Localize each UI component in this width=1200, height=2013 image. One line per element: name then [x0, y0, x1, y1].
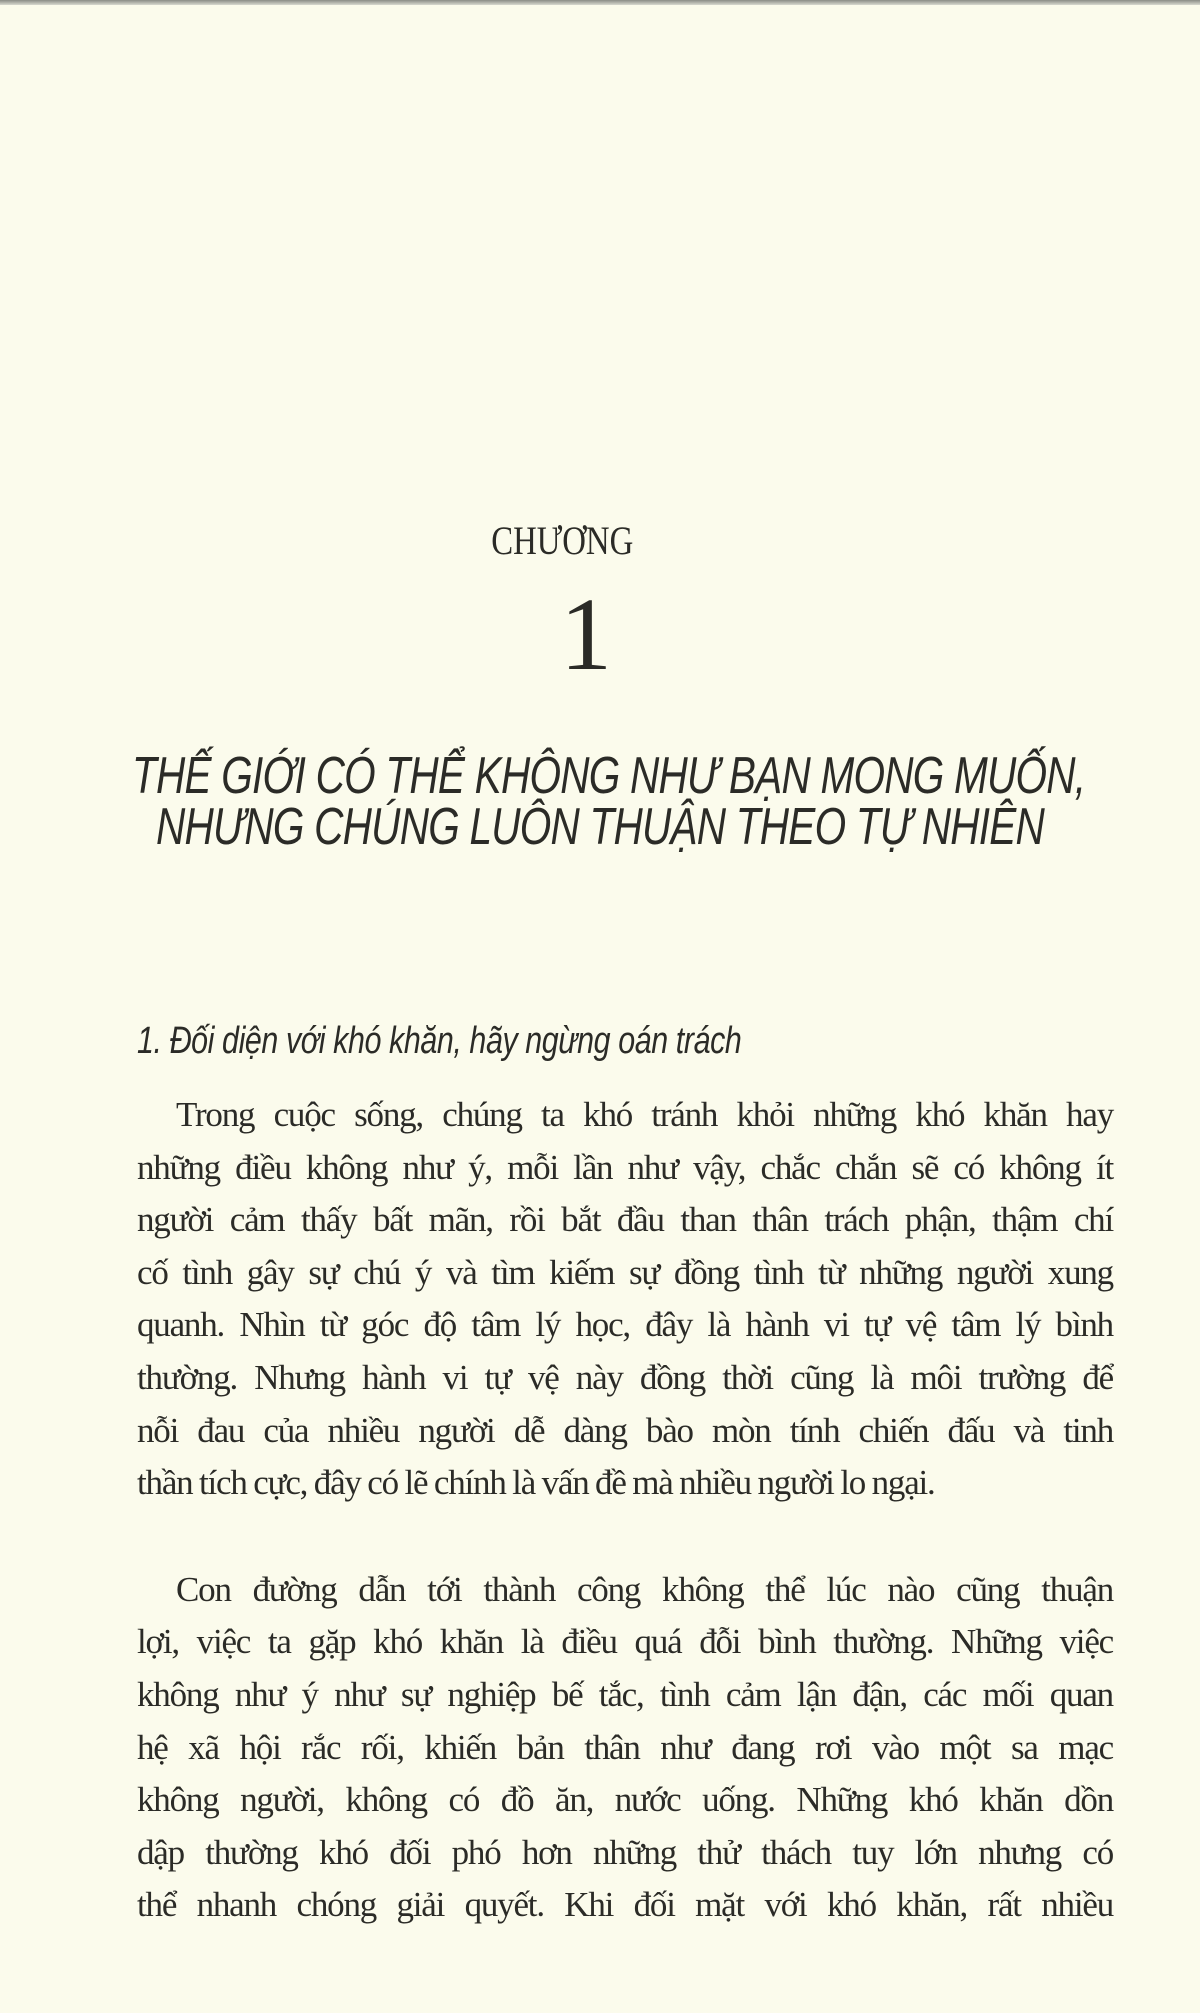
- scan-edge: [0, 0, 1200, 5]
- text-line: không người, không có đồ ăn, nước uống. Những khó khăn dồn: [137, 1780, 1113, 1819]
- text-line: hệ xã hội rắc rối, khiến bản thân như đang rơi vào một sa mạc: [137, 1728, 1113, 1767]
- text-line: nỗi đau của nhiều người dễ dàng bào mòn tính chiến đấu và tinh: [137, 1411, 1113, 1450]
- text-line: những điều không như ý, mỗi lần như vậy, chắc chắn sẽ có không ít: [137, 1148, 1113, 1187]
- chapter-title-line: NHƯNG CHÚNG LUÔN THUẬN THEO TỰ NHIÊN: [155, 798, 1045, 856]
- text-line: cố tình gây sự chú ý và tìm kiếm sự đồng tình từ những người xung: [137, 1253, 1113, 1292]
- text-line: không như ý như sự nghiệp bế tắc, tình cảm lận đận, các mối quan: [137, 1675, 1113, 1714]
- chapter-label: CHƯƠNG: [491, 518, 634, 563]
- section-heading: 1. Đối diện với khó khăn, hãy ngừng oán trách: [137, 1020, 742, 1062]
- text-line: Trong cuộc sống, chúng ta khó tránh khỏi những khó khăn hay: [176, 1095, 1113, 1134]
- text-line: Con đường dẫn tới thành công không thể lúc nào cũng thuận: [176, 1570, 1113, 1609]
- chapter-title-line: THẾ GIỚI CÓ THỂ KHÔNG NHƯ BẠN MONG MUỐN,: [132, 747, 1086, 805]
- text-line: dập thường khó đối phó hơn những thử thách tuy lớn nhưng có: [137, 1833, 1113, 1872]
- text-line: lợi, việc ta gặp khó khăn là điều quá đỗi bình thường. Những việc: [137, 1622, 1113, 1661]
- text-line: thể nhanh chóng giải quyết. Khi đối mặt với khó khăn, rất nhiều: [137, 1885, 1113, 1924]
- text-line: thường. Nhưng hành vi tự vệ này đồng thời cũng là môi trường để: [137, 1358, 1113, 1397]
- text-line: người cảm thấy bất mãn, rồi bắt đầu than thân trách phận, thậm chí: [137, 1200, 1113, 1239]
- text-line: thần tích cực, đây có lẽ chính là vấn đề mà nhiều người lo ngại.: [137, 1463, 935, 1502]
- chapter-number: 1: [560, 577, 612, 692]
- text-line: quanh. Nhìn từ góc độ tâm lý học, đây là hành vi tự vệ tâm lý bình: [137, 1305, 1113, 1344]
